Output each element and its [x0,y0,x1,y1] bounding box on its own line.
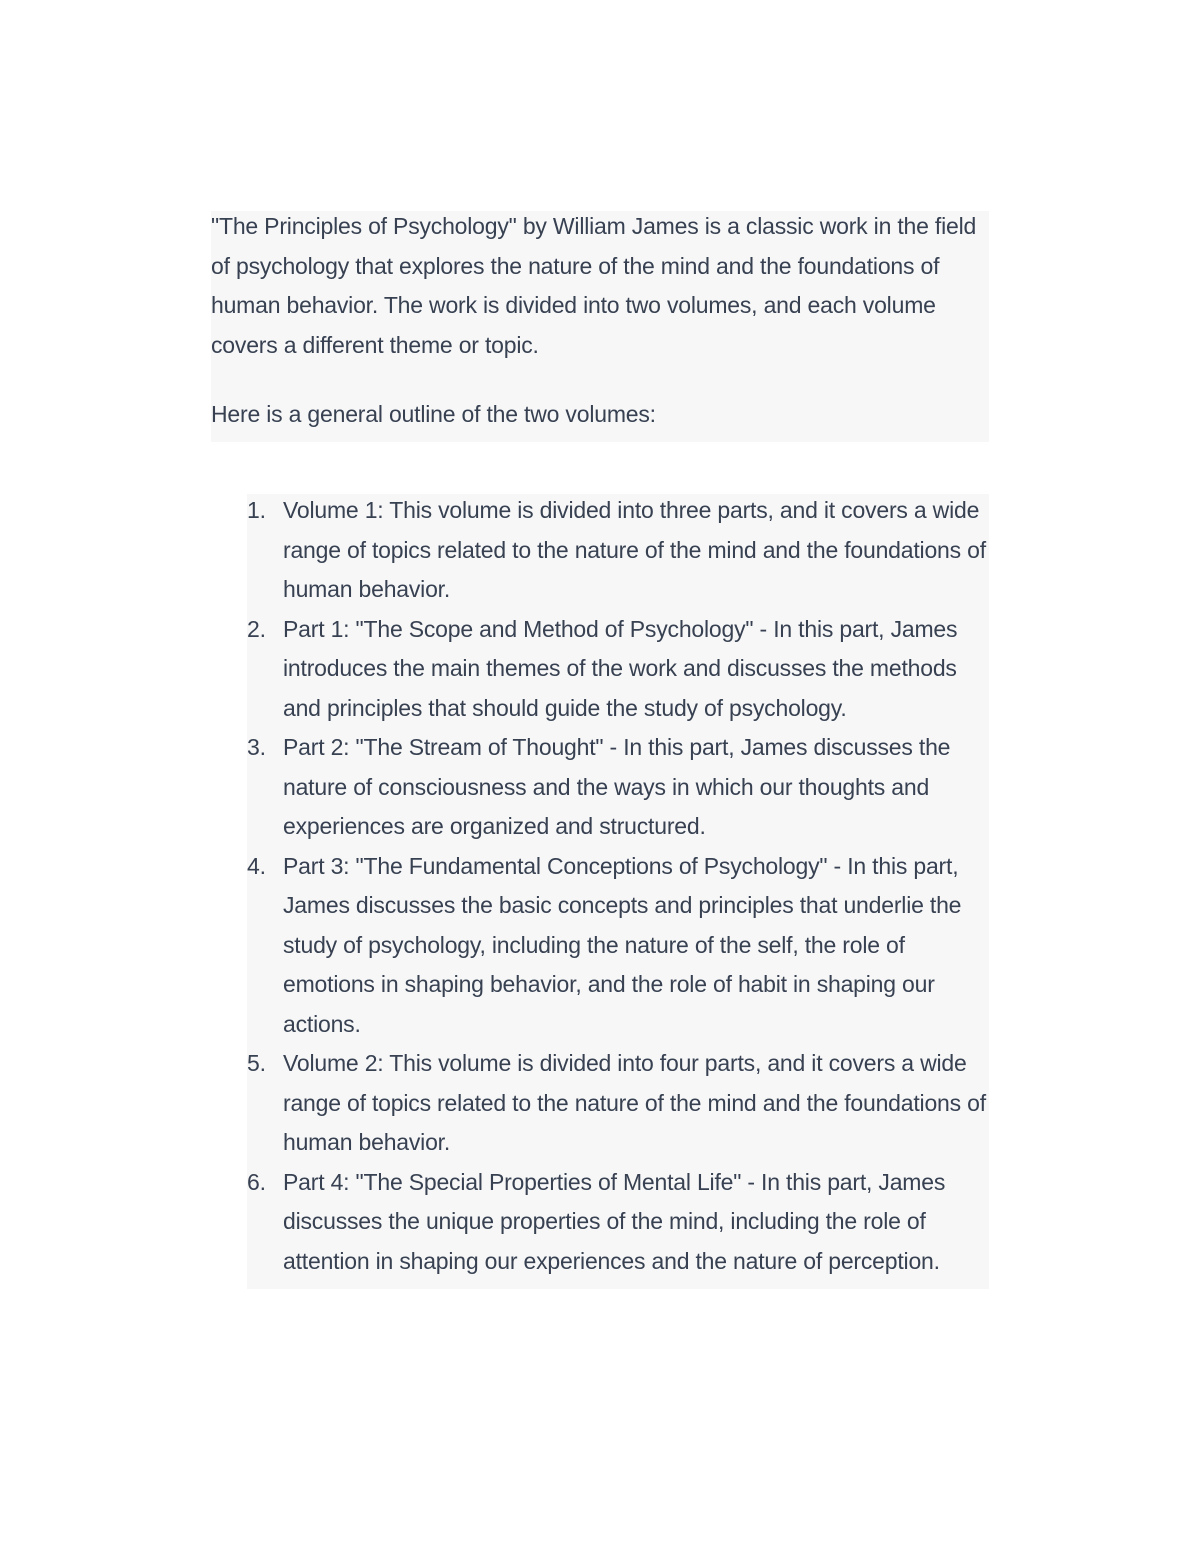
list-item [247,728,992,847]
list-item-text: Part 2: "The Stream of Thought" - In this part, James discusses the nature of consciousness and the ways in which our thoughts and experiences are organized and structured. [283,734,951,839]
list-item-number: 3. [247,734,266,760]
list-item [247,1044,992,1163]
intro-paragraph: "The Principles of Psychology" by William James is a classic work in the field of psychology that explores the nature of the mind and the foundations of human behavior. The work is divided into two volumes, and each volume covers a different theme or topic. [211,213,977,358]
list-item [247,847,992,1045]
list-item [247,610,992,729]
outline-list [247,491,992,1281]
list-item-number: 5. [247,1050,266,1076]
list-item-text: Part 3: "The Fundamental Conceptions of Psychology" - In this part, James discusses the basic concepts and principles that underlie the study of psychology, including the nature of the self, the role of emotions in shaping behavior, and the role of habit in shaping our actions. [283,852,962,1037]
list-item-text: Part 4: "The Special Properties of Mental Life" - In this part, James discusses the unique properties of the mind, including the role of attention in shaping our experiences and the nature of perception. [283,1168,946,1274]
list-item [247,1163,992,1282]
list-item-number: 6. [247,1168,266,1195]
list-item [247,491,992,610]
list-item-text: Part 1: "The Scope and Method of Psychology" - In this part, James introduces the main themes of the work and discusses the methods and principles that should guide the study of psychology. [283,615,958,721]
outline-lead-paragraph: Here is a general outline of the two volumes: [211,401,656,427]
list-item-text: Volume 2: This volume is divided into four parts, and it covers a wide range of topics related to the nature of the mind and the foundations of human behavior. [283,1050,986,1155]
list-item-number: 4. [247,852,266,879]
list-item-number: 2. [247,615,266,642]
list-item-number: 1. [247,497,266,523]
list-item-text: Volume 1: This volume is divided into three parts, and it covers a wide range of topics related to the nature of the mind and the foundations of human behavior. [283,497,986,602]
